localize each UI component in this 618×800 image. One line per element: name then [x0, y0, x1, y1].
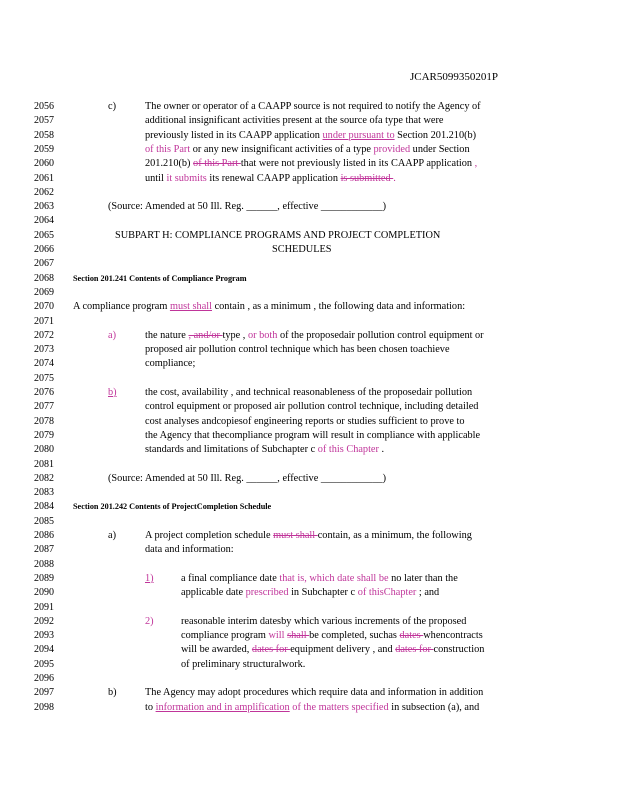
document-header: JCAR5099350201P [410, 71, 499, 83]
line-number: 2071 [34, 315, 54, 327]
text-run: contain, as a minimum, the following [317, 530, 472, 541]
text-run: equipment delivery , and [290, 644, 396, 656]
document-line [0, 129, 618, 143]
document-line [0, 343, 618, 357]
line-number: 2087 [34, 544, 54, 556]
line-number: 2082 [34, 472, 54, 484]
inserted-text: prescribed [245, 587, 289, 599]
line-number: 2093 [34, 630, 54, 642]
document-line [0, 543, 618, 557]
line-text [145, 429, 480, 443]
document-line [0, 186, 618, 200]
text-run: 201.210(b) [145, 158, 194, 170]
line-number: 2086 [34, 530, 54, 541]
inserted-text: of the matters specified [292, 701, 389, 713]
document-line [0, 486, 618, 500]
inserted-text: of this Chapter [317, 444, 379, 456]
inserted-text: under pursuant to [322, 129, 395, 141]
document-line [0, 429, 618, 443]
line-number: 2065 [34, 229, 54, 241]
text-run: of preliminary structuralwork. [181, 658, 306, 670]
document-line [0, 586, 618, 600]
text-run: a final compliance date [181, 572, 280, 584]
inserted-text: b) [108, 387, 117, 398]
line-text [108, 686, 117, 700]
line-text [145, 572, 154, 586]
line-text [181, 629, 483, 643]
line-number: 2066 [34, 244, 54, 255]
line-text [145, 543, 234, 557]
document-line [0, 643, 618, 657]
inserted-text: 1) [145, 572, 154, 584]
line-text [145, 157, 477, 171]
document-line [0, 415, 618, 429]
line-number: 2069 [34, 286, 54, 298]
line-number: 2074 [34, 358, 54, 370]
document-line [0, 572, 618, 586]
line-text [181, 643, 484, 657]
inserted-text: information and in amplification [155, 701, 290, 713]
line-number: 2061 [34, 172, 54, 184]
text-run: applicable date [181, 587, 246, 599]
document-line [0, 558, 618, 572]
document-line [0, 400, 618, 414]
document-line [0, 157, 618, 171]
line-number: 2059 [34, 143, 54, 155]
line-text [108, 100, 116, 114]
text-run: a) [108, 530, 116, 541]
line-number: 2090 [34, 587, 54, 599]
line-text [181, 572, 458, 586]
text-run: SCHEDULES [272, 244, 332, 255]
line-text [145, 400, 478, 414]
text-run: whencontracts [423, 630, 483, 642]
text-run: additional insignificant activities present at the source ofa type that were [145, 115, 444, 127]
line-text [115, 229, 440, 243]
text-run: in Subchapter c [288, 587, 358, 599]
line-text [108, 200, 386, 214]
document-line [0, 357, 618, 371]
document-line [0, 515, 618, 529]
text-run: A compliance program [73, 301, 170, 313]
text-run: . [378, 444, 385, 456]
text-run: standards and limitations of Subchapter c [145, 444, 318, 456]
line-number: 2098 [34, 701, 54, 713]
line-text [145, 701, 479, 715]
text-run: The Agency may adopt procedures which require data and information in addition [145, 687, 484, 699]
text-run: reasonable interim datesby which various increments of the proposed [181, 615, 467, 627]
line-number: 2060 [34, 158, 54, 170]
line-number: 2072 [34, 329, 54, 341]
document-line [0, 386, 618, 400]
text-run: compliance; [145, 358, 196, 370]
deleted-text: dates for [395, 644, 434, 656]
line-text [73, 272, 247, 286]
text-run: Section 201.210(b) [394, 129, 477, 141]
line-text [145, 114, 444, 128]
document-line [0, 200, 618, 214]
document-line [0, 315, 618, 329]
line-text [73, 500, 271, 514]
line-number: 2092 [34, 615, 54, 627]
line-number: 2067 [34, 258, 54, 270]
document-line [0, 100, 618, 114]
text-run: Section 201.241 Contents of Compliance Program [73, 273, 247, 283]
line-number: 2076 [34, 387, 54, 398]
document-line [0, 286, 618, 300]
text-run: data and information: [145, 544, 234, 556]
inserted-text: must shall [169, 301, 212, 313]
document-line [0, 214, 618, 228]
document-line [0, 114, 618, 128]
inserted-text: of thisChapter [357, 587, 417, 599]
document-line [0, 629, 618, 643]
text-run: compliance program [181, 630, 269, 642]
text-run: control equipment or proposed air pollution control technique, including detailed [145, 401, 479, 413]
text-run: to [145, 701, 156, 713]
line-text [145, 357, 195, 371]
deleted-text: dates [399, 630, 424, 642]
line-number: 2094 [34, 644, 54, 656]
line-number: 2057 [34, 115, 54, 127]
line-number: 2062 [34, 186, 54, 198]
document-line [0, 143, 618, 157]
line-number: 2078 [34, 415, 54, 427]
line-text [181, 586, 439, 600]
text-run: will be awarded, [181, 644, 252, 656]
document-line [0, 472, 618, 486]
line-number: 2073 [34, 344, 54, 356]
document-line [0, 300, 618, 314]
text-run: previously listed in its CAAPP application [145, 129, 323, 141]
text-run: until [145, 172, 167, 184]
document-line [0, 672, 618, 686]
line-number: 2091 [34, 601, 54, 613]
text-run: (Source: Amended at 50 Ill. Reg. ______, effective ____________) [108, 472, 387, 484]
document-line [0, 601, 618, 615]
text-run: ; and [416, 587, 440, 599]
inserted-text: . [393, 172, 396, 184]
line-number: 2075 [34, 372, 54, 384]
document-line [0, 329, 618, 343]
text-run: proposed air pollution control technique which has been chosen toachieve [145, 344, 450, 356]
deleted-text: shall [287, 630, 310, 642]
line-number: 2064 [34, 215, 54, 227]
line-text [108, 472, 386, 486]
text-run: be completed, suchas [309, 630, 400, 642]
deleted-text: must shall [273, 530, 318, 541]
line-text [145, 415, 465, 429]
inserted-text: provided [373, 143, 411, 155]
line-text [272, 243, 332, 257]
deleted-text: is submitted [340, 172, 394, 184]
text-run: or any new insignificant activities of a type [190, 143, 374, 155]
line-text [108, 329, 116, 343]
line-number: 2079 [34, 429, 54, 441]
line-text [145, 143, 470, 157]
line-text [73, 300, 465, 314]
line-text [145, 443, 384, 457]
line-number: 2056 [34, 101, 54, 112]
deleted-text: dates for [251, 644, 291, 656]
document-line [0, 372, 618, 386]
inserted-text: of this Part [145, 143, 191, 155]
text-run: construction [433, 644, 485, 656]
text-run: the cost, availability , and technical reasonableness of the proposedair pollution [145, 387, 473, 398]
line-number: 2081 [34, 458, 54, 470]
line-text [145, 386, 472, 400]
line-number: 2095 [34, 658, 54, 670]
text-run: (Source: Amended at 50 Ill. Reg. ______, effective ____________) [108, 201, 387, 213]
document-line [0, 172, 618, 186]
text-run: SUBPART H: COMPLIANCE PROGRAMS AND PROJECT COMPLETION [115, 229, 441, 241]
line-number: 2070 [34, 301, 54, 313]
line-text [145, 615, 154, 629]
line-text [181, 615, 466, 629]
document-line [0, 229, 618, 243]
line-text [108, 386, 117, 400]
text-run: contain , as a minimum , the following data and information: [212, 301, 466, 313]
deleted-text: of this Part [193, 158, 241, 170]
line-text [145, 129, 476, 143]
line-number: 2080 [34, 444, 54, 456]
text-run: that were not previously listed in its CAAPP application [240, 158, 475, 170]
line-number: 2097 [34, 687, 54, 699]
line-number: 2085 [34, 515, 54, 527]
text-run: A project completion schedule [145, 530, 274, 541]
inserted-text: that is, which date shall be [279, 572, 389, 584]
document-line [0, 686, 618, 700]
document-line [0, 615, 618, 629]
line-number: 2068 [34, 272, 54, 284]
document-line [0, 701, 618, 715]
deleted-text: , and/or [188, 329, 223, 341]
line-number: 2088 [34, 558, 54, 570]
inserted-text: will [268, 630, 285, 642]
text-run: type , [222, 329, 248, 341]
text-run: under Section [410, 143, 470, 155]
text-run: c) [108, 101, 116, 112]
line-text [145, 343, 450, 357]
line-text [145, 100, 481, 114]
line-number: 2083 [34, 487, 54, 499]
line-text [145, 686, 483, 700]
line-number: 2096 [34, 673, 54, 684]
inserted-text: or both [247, 329, 278, 341]
text-run: in subsection (a), and [388, 701, 480, 713]
document-line [0, 658, 618, 672]
line-text [108, 529, 116, 543]
text-run: Section 201.242 Contents of ProjectCompletion Schedule [73, 502, 272, 512]
line-number: 2077 [34, 401, 54, 413]
document-line [0, 257, 618, 271]
document-line [0, 458, 618, 472]
text-run: The owner or operator of a CAAPP source is not required to notify the Agency of [145, 101, 481, 112]
line-number: 2058 [34, 129, 54, 141]
line-number: 2084 [34, 501, 54, 513]
text-run: its renewal CAAPP application [206, 172, 341, 184]
line-text [145, 172, 396, 186]
line-number: 2089 [34, 572, 54, 584]
document-line [0, 500, 618, 514]
text-run: cost analyses andcopiesof engineering reports or studies sufficient to prove to [145, 415, 465, 427]
inserted-text: , [474, 158, 478, 170]
document-line [0, 243, 618, 257]
inserted-text: 2) [145, 615, 154, 627]
line-number: 2063 [34, 201, 54, 213]
document-line [0, 272, 618, 286]
inserted-text: it submits [166, 172, 207, 184]
line-text [181, 658, 305, 672]
document-line [0, 443, 618, 457]
line-text [145, 529, 472, 543]
text-run: no later than the [388, 572, 458, 584]
inserted-text: a) [108, 329, 116, 341]
document-line [0, 529, 618, 543]
text-run: the nature [145, 329, 189, 341]
text-run: of the proposedair pollution control equipment or [277, 329, 484, 341]
text-run: b) [108, 687, 117, 699]
line-text [145, 329, 484, 343]
text-run: the Agency that thecompliance program will result in compliance with applicable [145, 429, 481, 441]
